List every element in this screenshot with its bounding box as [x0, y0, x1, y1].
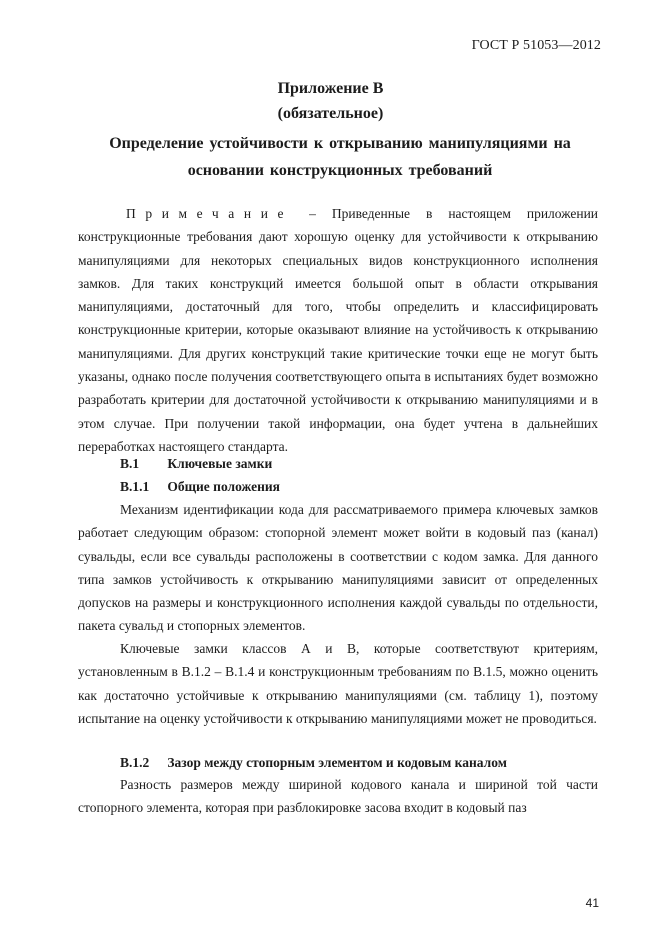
section-title: Определение устойчивости к открыванию манипуляциями на основании конструкционных требований: [109, 135, 571, 179]
note-paragraph: [78, 202, 598, 458]
note-label: Примечание: [126, 206, 294, 221]
heading-b1-number: В.1: [120, 456, 140, 471]
note-text: Приведенные в настоящем приложении конструкционные требования дают хорошую оценку для устойчивости к открыванию манипуляциями для некоторых специальных видов конструкционного исполнения замков. Для таких конструкций имеется большой опыт в области открывания манипуляциями, достаточный для того, чтобы определить и классифицировать конструкционные критерии, которые оказывают влияние на устойчивость к открыванию манипуляциями. Для других конструкций такие критические точки еще не могут быть указаны, однако после получения соответствующего опыта в испытаниях будет возможно разработать критерии для достаточной устойчивости к открыванию манипуляциями и в этом случае. При получении такой информации, она будет учтена в дальнейших переработках настоящего стандарта.: [78, 206, 599, 454]
standard-header: ГОСТ Р 51053—2012: [471, 38, 601, 53]
page-number: 41: [585, 896, 599, 910]
heading-b1: [120, 452, 272, 475]
heading-b11-number: В.1.1: [120, 479, 150, 494]
heading-b12-number: В.1.2: [120, 755, 150, 770]
note-dash: –: [309, 206, 316, 221]
paragraph-b11-1: Механизм идентификации кода для рассматриваемого примера ключевых замков работает следующим образом: стопорной элемент может войти в кодовый паз (канал) сувальды, если все сувальды расположены в соответствии с кодом замка. Для данного типа замков устойчивость к открыванию манипуляциями зависит от определенных допусков на размеры и конструкционного исполнения каждой сувальды по отдельности, пакета сувальд и стопорных элементов.: [78, 502, 598, 634]
paragraph-b12-1: Разность размеров между шириной кодового канала и шириной той части стопорного элемента, которая при разблокировке засова входит в кодовый паз: [78, 777, 598, 816]
heading-b12-title: Зазор между стопорным элементом и кодовым каналом: [167, 755, 507, 770]
heading-b1-title: Ключевые замки: [167, 456, 273, 471]
heading-b12: [120, 751, 507, 774]
heading-b11: [120, 475, 280, 498]
appendix-title: Приложение В: [277, 80, 384, 97]
appendix-subtitle: (обязательное): [277, 105, 384, 122]
paragraph-b11-2: Ключевые замки классов А и В, которые соответствуют критериям, установленным в В.1.2 – В.1.4 и конструкционным требованиям по В.1.5, можно оценить как достаточно устойчивые к открыванию манипуляциями (см. таблицу 1), поэтому испытание на оценку устойчивости к открыванию манипуляциями может не проводиться.: [78, 641, 598, 726]
heading-b11-title: Общие положения: [167, 479, 280, 494]
